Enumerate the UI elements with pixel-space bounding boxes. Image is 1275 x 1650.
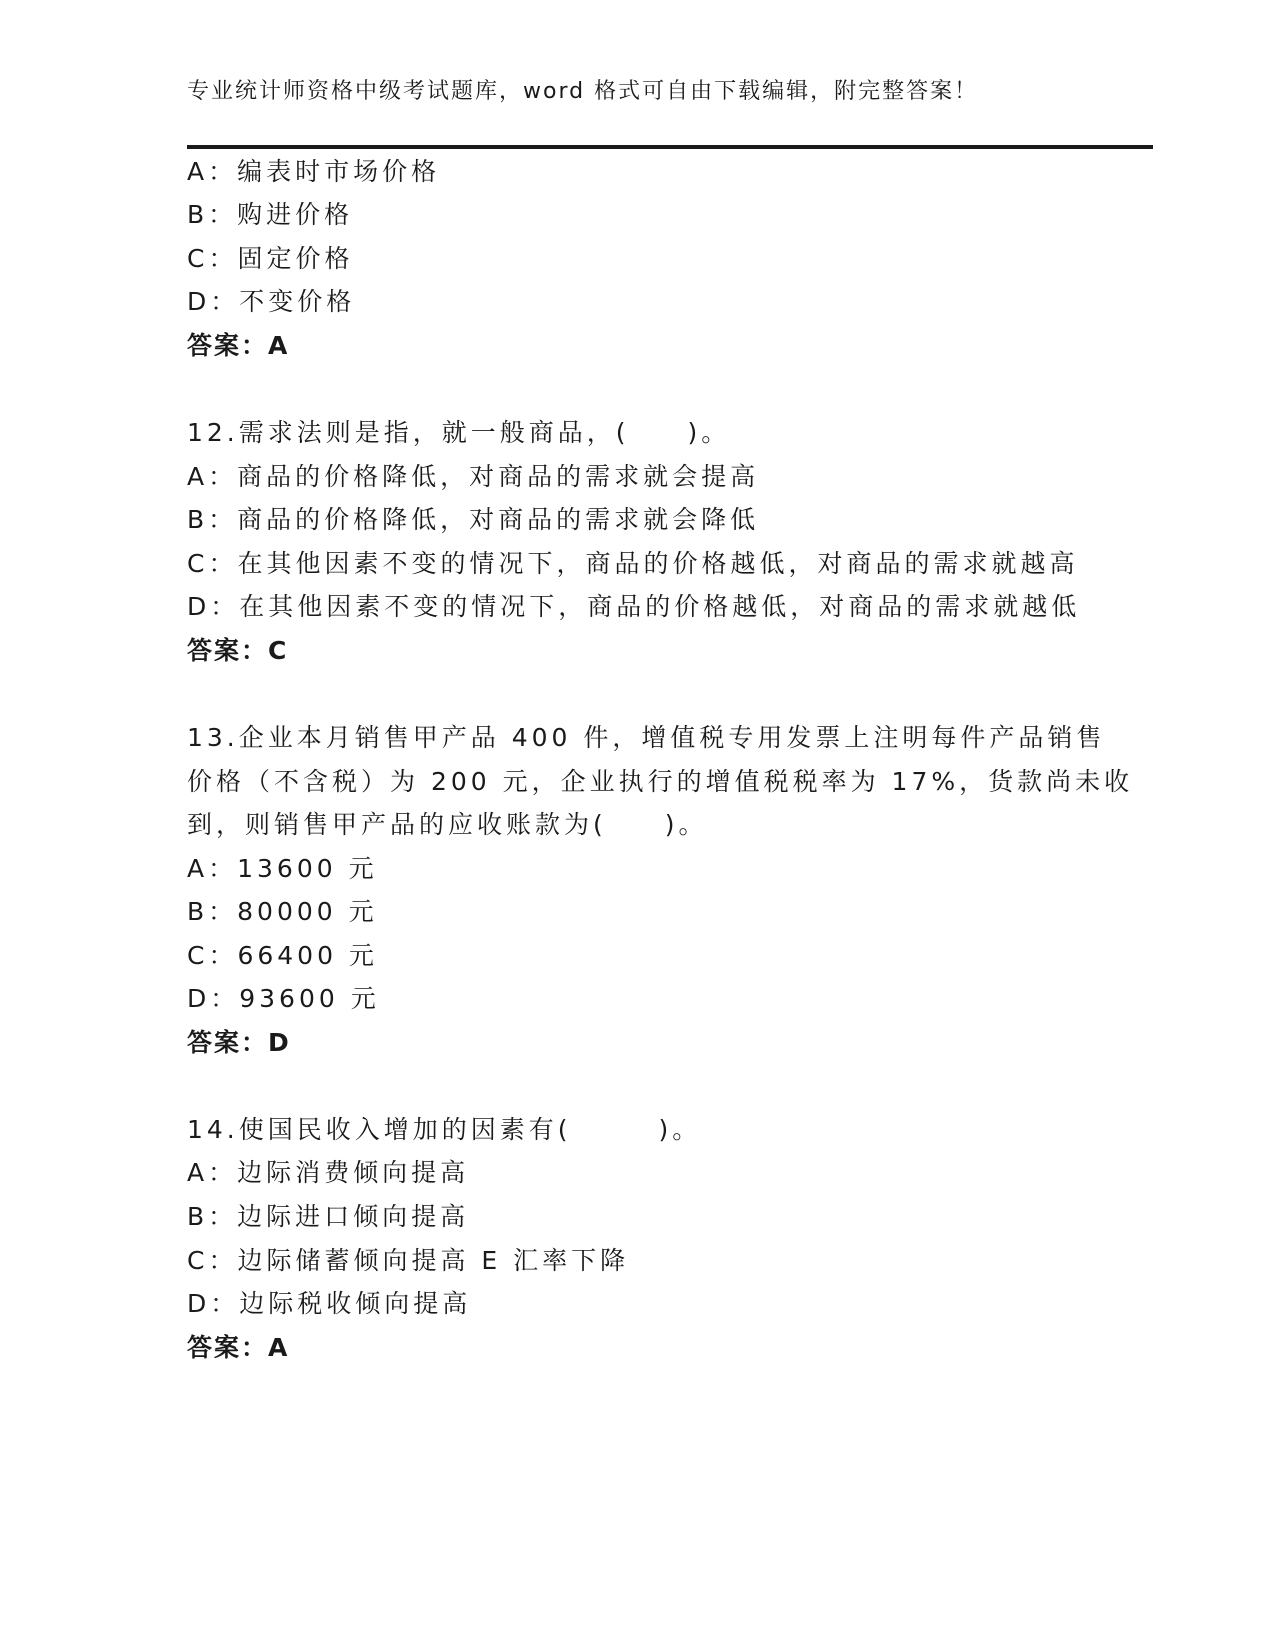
- option-a: A：商品的价格降低，对商品的需求就会提高: [187, 462, 760, 491]
- question-stem-12: 12.需求法则是指，就一般商品，( )。: [187, 418, 731, 447]
- question-stem-14: 14.使国民收入增加的因素有( )。: [187, 1115, 702, 1144]
- question-stem-13-line-3: 到，则销售甲产品的应收账款为( )。: [187, 810, 708, 839]
- option-d: D：93600 元: [187, 984, 380, 1013]
- option-b: B：80000 元: [187, 897, 378, 926]
- answer-label: 答案：D: [187, 1028, 291, 1057]
- option-a: A：编表时市场价格: [187, 157, 441, 186]
- option-a: A：13600 元: [187, 854, 378, 883]
- option-a: A：边际消费倾向提高: [187, 1158, 470, 1187]
- option-d: D：在其他因素不变的情况下，商品的价格越低，对商品的需求就越低: [187, 592, 1081, 621]
- option-c: C：边际储蓄倾向提高 E 汇率下降: [187, 1246, 630, 1275]
- header-divider: [187, 145, 1153, 149]
- option-c: C：在其他因素不变的情况下，商品的价格越低，对商品的需求就越高: [187, 549, 1079, 578]
- option-d: D：不变价格: [187, 287, 356, 316]
- option-b: B：商品的价格降低，对商品的需求就会降低: [187, 505, 760, 534]
- answer-label: 答案：A: [187, 1333, 290, 1362]
- question-stem-13-line-1: 13.企业本月销售甲产品 400 件，增值税专用发票上注明每件产品销售: [187, 723, 1106, 752]
- option-c: C：固定价格: [187, 244, 354, 273]
- answer-label: 答案：A: [187, 331, 290, 360]
- page-header: 专业统计师资格中级考试题库，word 格式可自由下载编辑，附完整答案！: [187, 79, 979, 104]
- option-c: C：66400 元: [187, 941, 378, 970]
- answer-label: 答案：C: [187, 636, 289, 665]
- question-stem-13-line-2: 价格（不含税）为 200 元，企业执行的增值税税率为 17%，货款尚未收: [187, 767, 1134, 796]
- option-b: B：购进价格: [187, 200, 354, 229]
- option-b: B：边际进口倾向提高: [187, 1202, 470, 1231]
- option-d: D：边际税收倾向提高: [187, 1289, 472, 1318]
